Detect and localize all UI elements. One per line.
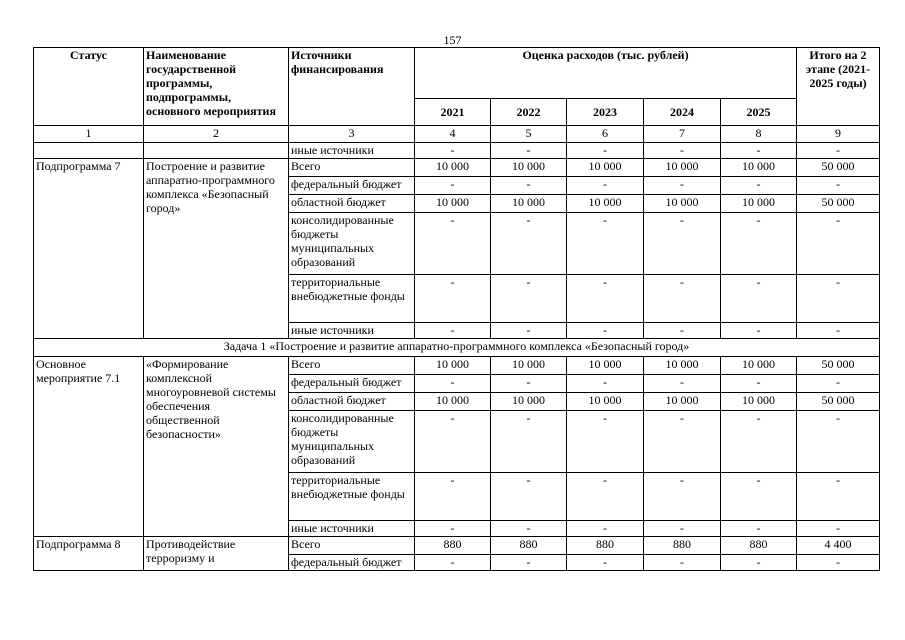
name-cell xyxy=(144,143,289,159)
value-cell: - xyxy=(415,143,491,159)
total-cell: 50 000 xyxy=(797,195,880,213)
value-cell: - xyxy=(721,213,797,275)
value-cell: - xyxy=(415,411,491,473)
col-number: 6 xyxy=(567,126,644,143)
header-estimate: Оценка расходов (тыс. рублей) xyxy=(415,48,797,99)
col-number: 3 xyxy=(289,126,415,143)
value-cell: - xyxy=(567,473,644,521)
source-cell: иные источники xyxy=(289,521,415,537)
value-cell: 10 000 xyxy=(721,195,797,213)
source-cell: федеральный бюджет xyxy=(289,375,415,393)
source-cell: Всего xyxy=(289,537,415,555)
total-cell: - xyxy=(797,375,880,393)
value-cell: - xyxy=(415,555,491,571)
table-row xyxy=(34,357,880,375)
value-cell: - xyxy=(567,323,644,339)
header-year-2021: 2021 xyxy=(415,99,491,126)
value-cell: 10 000 xyxy=(491,195,567,213)
value-cell: 10 000 xyxy=(721,393,797,411)
value-cell: 880 xyxy=(721,537,797,555)
header-year-2023: 2023 xyxy=(567,99,644,126)
value-cell: - xyxy=(415,213,491,275)
value-cell: - xyxy=(721,375,797,393)
value-cell: - xyxy=(644,323,721,339)
status-cell: Подпрограмма 8 xyxy=(34,537,144,571)
total-cell: - xyxy=(797,473,880,521)
source-cell: территориальные внебюджетные фонды xyxy=(289,275,415,323)
total-cell: 50 000 xyxy=(797,159,880,177)
name-cell: Противодействие терроризму и xyxy=(144,537,289,571)
column-number-row xyxy=(34,126,880,143)
table-row xyxy=(34,143,880,159)
header-sources: Источники финансирования xyxy=(289,48,415,126)
col-number: 7 xyxy=(644,126,721,143)
value-cell: - xyxy=(491,275,567,323)
value-cell: - xyxy=(415,375,491,393)
source-cell: консолидированные бюджеты муниципальных образований xyxy=(289,411,415,473)
col-number: 9 xyxy=(797,126,880,143)
value-cell: - xyxy=(644,375,721,393)
value-cell: - xyxy=(644,177,721,195)
value-cell: 10 000 xyxy=(644,357,721,375)
value-cell: - xyxy=(491,323,567,339)
source-cell: областной бюджет xyxy=(289,195,415,213)
value-cell: - xyxy=(567,213,644,275)
value-cell: - xyxy=(644,473,721,521)
value-cell: - xyxy=(644,275,721,323)
value-cell: 10 000 xyxy=(567,195,644,213)
value-cell: - xyxy=(567,411,644,473)
value-cell: - xyxy=(567,275,644,323)
value-cell: - xyxy=(491,213,567,275)
source-cell: Всего xyxy=(289,357,415,375)
col-number: 5 xyxy=(491,126,567,143)
total-cell: 4 400 xyxy=(797,537,880,555)
source-cell: иные источники xyxy=(289,323,415,339)
header-name: Наименование государственной программы, подпрограммы, основного мероприятия xyxy=(144,48,289,126)
header-total: Итого на 2 этапе (2021-2025 годы) xyxy=(797,48,880,126)
value-cell: - xyxy=(721,275,797,323)
value-cell: - xyxy=(491,177,567,195)
name-cell: Построение и развитие аппаратно-программного комплекса «Безопасный город» xyxy=(144,159,289,339)
value-cell: - xyxy=(644,521,721,537)
status-cell: Основное мероприятие 7.1 xyxy=(34,357,144,537)
value-cell: - xyxy=(721,323,797,339)
col-number: 8 xyxy=(721,126,797,143)
total-cell: - xyxy=(797,177,880,195)
value-cell: 880 xyxy=(644,537,721,555)
value-cell: 880 xyxy=(491,537,567,555)
value-cell: - xyxy=(644,555,721,571)
col-number: 2 xyxy=(144,126,289,143)
header-status: Статус xyxy=(34,48,144,126)
header-year-2025: 2025 xyxy=(721,99,797,126)
value-cell: - xyxy=(415,177,491,195)
task-title: Задача 1 «Построение и развитие аппаратно-программного комплекса «Безопасный город» xyxy=(34,339,880,357)
value-cell: - xyxy=(491,473,567,521)
value-cell: 10 000 xyxy=(721,357,797,375)
value-cell: - xyxy=(721,473,797,521)
value-cell: - xyxy=(415,275,491,323)
header-year-2022: 2022 xyxy=(491,99,567,126)
value-cell: 10 000 xyxy=(567,159,644,177)
total-cell: - xyxy=(797,213,880,275)
value-cell: - xyxy=(567,143,644,159)
value-cell: - xyxy=(644,213,721,275)
value-cell: 10 000 xyxy=(644,159,721,177)
value-cell: 10 000 xyxy=(415,357,491,375)
value-cell: - xyxy=(567,555,644,571)
value-cell: - xyxy=(567,521,644,537)
col-number: 1 xyxy=(34,126,144,143)
status-cell xyxy=(34,143,144,159)
value-cell: 10 000 xyxy=(644,195,721,213)
page-number: 157 xyxy=(443,33,462,47)
value-cell: - xyxy=(491,521,567,537)
value-cell: 10 000 xyxy=(415,393,491,411)
source-cell: иные источники xyxy=(289,143,415,159)
value-cell: - xyxy=(721,521,797,537)
value-cell: 10 000 xyxy=(415,159,491,177)
status-cell: Подпрограмма 7 xyxy=(34,159,144,339)
source-cell: консолидированные бюджеты муниципальных образований xyxy=(289,213,415,275)
value-cell: 10 000 xyxy=(721,159,797,177)
value-cell: - xyxy=(415,323,491,339)
value-cell: - xyxy=(567,177,644,195)
value-cell: - xyxy=(721,555,797,571)
header-row-1 xyxy=(34,48,880,99)
value-cell: 880 xyxy=(415,537,491,555)
value-cell: - xyxy=(721,411,797,473)
value-cell: - xyxy=(491,375,567,393)
value-cell: - xyxy=(491,143,567,159)
value-cell: 10 000 xyxy=(415,195,491,213)
source-cell: областной бюджет xyxy=(289,393,415,411)
value-cell: - xyxy=(491,555,567,571)
value-cell: - xyxy=(721,143,797,159)
total-cell: 50 000 xyxy=(797,393,880,411)
total-cell: - xyxy=(797,143,880,159)
total-cell: - xyxy=(797,555,880,571)
header-year-2024: 2024 xyxy=(644,99,721,126)
total-cell: - xyxy=(797,323,880,339)
value-cell: 10 000 xyxy=(567,357,644,375)
value-cell: - xyxy=(644,143,721,159)
value-cell: 10 000 xyxy=(567,393,644,411)
total-cell: - xyxy=(797,411,880,473)
total-cell: 50 000 xyxy=(797,357,880,375)
value-cell: 10 000 xyxy=(491,357,567,375)
value-cell: 10 000 xyxy=(644,393,721,411)
value-cell: 10 000 xyxy=(491,159,567,177)
task-row xyxy=(34,339,880,357)
value-cell: 10 000 xyxy=(491,393,567,411)
value-cell: - xyxy=(491,411,567,473)
value-cell: - xyxy=(415,473,491,521)
total-cell: - xyxy=(797,521,880,537)
name-cell: «Формирование комплексной многоуровневой системы обеспечения общественной безопасности» xyxy=(144,357,289,537)
value-cell: 880 xyxy=(567,537,644,555)
budget-table xyxy=(33,47,880,571)
value-cell: - xyxy=(415,521,491,537)
source-cell: федеральный бюджет xyxy=(289,177,415,195)
value-cell: - xyxy=(721,177,797,195)
col-number: 4 xyxy=(415,126,491,143)
table-row xyxy=(34,537,880,555)
source-cell: территориальные внебюджетные фонды xyxy=(289,473,415,521)
value-cell: - xyxy=(567,375,644,393)
table-row xyxy=(34,159,880,177)
source-cell: Всего xyxy=(289,159,415,177)
value-cell: - xyxy=(644,411,721,473)
total-cell: - xyxy=(797,275,880,323)
source-cell: федеральный бюджет xyxy=(289,555,415,571)
